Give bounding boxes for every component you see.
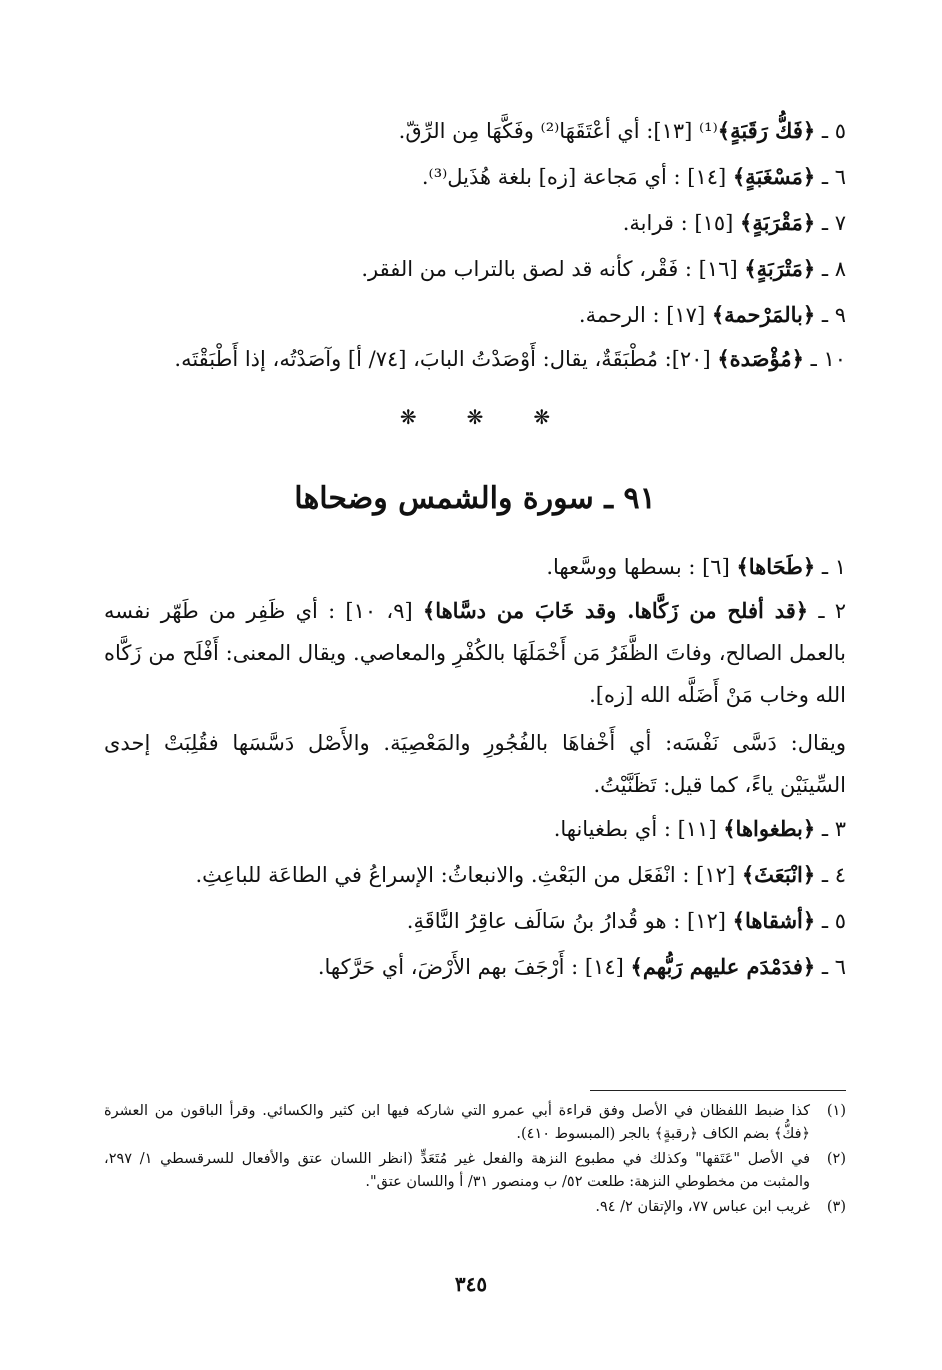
entry-gloss: [٩، ١٠] : أي ظَفِر من طَهّر نفسه بالعمل الصالح، وفاتَ الظَّفَرُ مَن أَخْمَلَهَا بالكُفْرِ والمعاصي. ويقال المعنى: أَفْلَح من زَكَّاه الله وخاب مَنْ أَضَلَّه الله [زه]. [104,599,846,707]
entry-number: ١٠ ـ [810,347,846,371]
quran-word: ﴿قد أفلح من زَكَّاها. وقد خَابَ من دسَّاها﴾ [422,598,809,623]
entry-number: ٣ ـ [821,817,846,841]
footnote-number: (١) [826,1103,846,1119]
entry-gloss: [٢٠]: مُطْبَقَةٌ، يقال: أَوْصَدْتُ البابَ، [٧٤/ أ] وآصَدْتُه، إذا أَطْبَقْتَه. [174,347,718,371]
star-ornament-icon: ❋ [466,405,484,429]
footnote-text: في الأصل "عَتَقها" وكذلك في مطبوع النزهة والفعل غير مُتَعَدٍّ (انظر اللسان عتق والأفعال للسرقسطي ١/ ٢٩٧، والمثبت من مخطوطي النزهة: طلعت ٥٢/ ب ومنصور ٣١/ أ واللسان عتق". [104,1151,811,1190]
quran-word: ﴿انْبَعَثَ﴾ [741,862,816,887]
entry-number: ٨ ـ [821,257,846,281]
quran-word: ﴿بطغواها﴾ [723,816,816,841]
footnote [104,1148,846,1194]
entry-gloss: [١٤] : أَرْجَفَ بهم الأَرْضَ، أي حَرَّكها. [317,955,631,979]
list-item [104,944,846,990]
list-item [104,338,846,380]
entry-number: ٥ ـ [821,119,846,143]
list-item [104,246,846,292]
footnote [104,1100,846,1146]
entry-number: ٤ ـ [821,863,846,887]
entry-number: ٦ ـ [821,955,846,979]
entry-gloss: [١٢] : انْفَعَل من البَعْثِ. والانبعاثُ: الإسراعُ في الطاعَة للباعِثِ. [195,863,742,887]
entry-number: ٥ ـ [821,909,846,933]
quran-word: ﴿مَسْغَبَةٍ﴾ [732,164,816,189]
entry-number: ١ ـ [821,555,846,579]
quran-word: ﴿مُؤْصَدة﴾ [717,346,804,371]
main-text [104,108,846,990]
entry-gloss: [١٧] : الرحمة. [578,303,712,327]
list-item [104,154,846,200]
footnotes [104,1100,846,1221]
entry-gloss: [١٤] : أي مَجاعة [زه] بلغة هُذَيل⁽³⁾. [421,165,733,189]
section-separator [104,380,846,454]
footnote [104,1196,846,1219]
footnote-number: (٣) [826,1199,846,1215]
quran-word: ﴿بالمَرْحمة﴾ [711,302,816,327]
list-item [104,544,846,590]
entry-gloss: [١٦] : فَقْر، كأنه قد لصق بالتراب من الفقر. [361,257,745,281]
list-item [104,852,846,898]
commentary-paragraph: ويقال: دَسَّى نَفْسَه: أي أَخْفاهَا بالفُجُورِ والمَعْصِيَة. والأَصْل دَسَّسَها فقُلِبَتْ إحدى السِّينَيْن ياءً، كما قيل: تَظَنَّيْتُ. [104,731,846,797]
footnote-number: (٢) [826,1151,846,1167]
footnote-text: كذا ضبط اللفظان في الأصل وفق قراءة أبي عمرو التي شاركه فيها ابن كثير والكسائي. وقرأ الباقون من العشرة ﴿فكُّ﴾ بضم الكاف ﴿رقبةٍ﴾ بالجر (المبسوط ٤١٠). [104,1103,810,1142]
entry-gloss: [٦] : بسطها ووسَّعها. [546,555,737,579]
entry-gloss: [١١] : أي بطغيانها. [553,817,724,841]
star-ornament-icon: ❋ [399,405,417,429]
entries-top-list [104,108,846,380]
entry-gloss: [١٥] : قرابة. [622,211,741,235]
list-item [104,806,846,852]
list-item [104,108,846,154]
entry-number: ٩ ـ [821,303,846,327]
list-item [104,292,846,338]
entry-number: ٦ ـ [821,165,846,189]
footnote-text: غريب ابن عباس ٧٧، والإتقان ٢/ ٩٤. [595,1199,810,1215]
entry-gloss: ⁽¹⁾ [١٣]: أي أعْتَقَهَا⁽²⁾ وفَكَّهَا مِن الرِّقّ. [398,119,718,143]
list-item [104,200,846,246]
entry-number: ٧ ـ [821,211,846,235]
quran-word: ﴿مَتْرَبَةٍ﴾ [744,256,816,281]
entry-gloss: [١٢] : هو قُدارُ بنُ سَالَف عاقِرُ النَّاقَةِ. [406,909,733,933]
quran-word: ﴿مَقْرَبَةٍ﴾ [740,210,816,235]
page-number: ٣٤٥ [454,1272,488,1296]
surah-heading: ٩١ ـ سورة والشمس وضحاها [294,481,656,516]
footnote-divider [590,1090,846,1091]
list-item [104,898,846,944]
quran-word: ﴿طَحَاها﴾ [736,554,816,579]
list-item [104,590,846,716]
entry-number: ٢ ـ [818,599,846,623]
quran-word: ﴿فَكُّ رَقَبَةٍ﴾ [717,118,816,143]
star-ornament-icon: ❋ [533,405,551,429]
entries-surah-list [104,544,846,990]
quran-word: ﴿أشقاها﴾ [732,908,816,933]
quran-word: ﴿فدَمْدَم عليهم رَبُّهم﴾ [630,954,816,979]
